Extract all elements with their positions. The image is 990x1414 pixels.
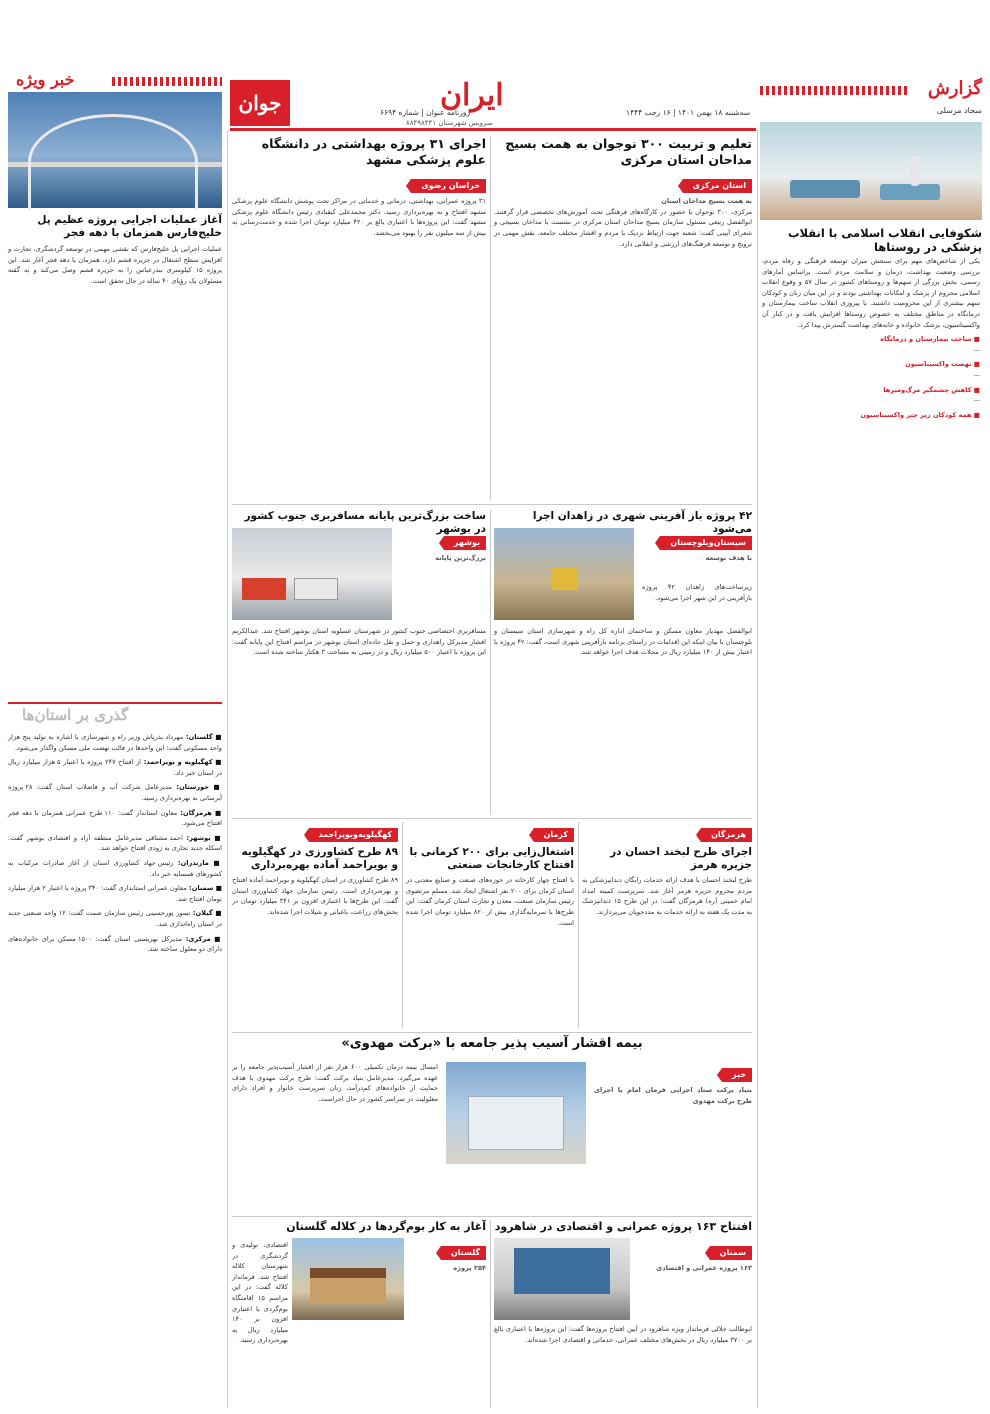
column-divider — [578, 822, 579, 1028]
article-side: بنیاد برکت ستاد اجرایی فرمان امام با اجرای طرح برکت مهدوی — [594, 1086, 752, 1105]
province-text: مهرداد بذرپاش وزیر راه و شهرسازی با اشاره به تولید پنج هزار واحد مسکونی گفت: این واحدها در قالب نهضت ملی مسکن واگذار می‌شود. — [8, 733, 222, 752]
article-headline: ۸۹ طرح کشاورزی در کهگیلویه و بویراحمد آماده بهره‌برداری — [241, 846, 398, 872]
province-name: ■ کهگیلویه و بویراحمد: — [141, 758, 223, 767]
column-divider — [490, 510, 491, 814]
report-headline: شکوفایی انقلاب اسلامی با انقلاب پزشکی در روستاها — [787, 226, 982, 255]
article-body: طرح لبخند احسان با هدف ارائه خدمات رایگان دندانپزشکی به مردم محروم جزیره هرمز آغاز شد. سرپرست کمیته امداد امام خمینی (ره) هرمزگان گفت: در این طرح ۱۵ دندانپزشک به مدت یک هفته به ارائه خدمات به مددجویان می‌پردازند. — [582, 876, 752, 917]
province-name: ■ هرمزگان: — [177, 808, 222, 817]
province-name: ■ گلستان: — [183, 733, 222, 741]
province-item — [8, 808, 222, 829]
article-headline: افتتاح ۱۶۳ پروژه عمرانی و اقتصادی در شاهرود — [494, 1220, 752, 1233]
report-sub3: ■ کاهش چشمگیر مرگ‌ومیرها — [883, 385, 980, 394]
province-item — [8, 732, 222, 753]
article-side: بزرگ‌ترین پایانه — [435, 554, 486, 562]
special-header-dots — [112, 77, 222, 86]
article-body: امسال بیمه درمان تکمیلی ۶۰۰ هزار نفر از اقشار آسیب‌پذیر جامعه را بر عهده می‌گیرد. مدیرعامل بنیاد برکت گفت: طرح برکت مهدوی با هدف حمایت از خانواده‌های کم‌درآمد، زنان سرپرست خانوار و افراد دارای معلولیت در سراسر کشور در حال اجراست. — [232, 1063, 438, 1103]
report-author: سجاد مرسلی — [936, 106, 982, 115]
report-sub2: ■ نهضت واکسیناسیون — [905, 360, 980, 369]
article-photo — [446, 1062, 586, 1164]
article-body: ۳۱ پروژه عمرانی، بهداشتی، درمانی و خدماتی در مراکز تحت پوشش دانشگاه علوم پزشکی مشهد افتتاح و به بهره‌برداری رسید. دکتر محمدعلی کیقبادی رئیس دانشگاه علوم پزشکی مشهد گفت: این پروژه‌ها با اعتباری بالغ بر ۴۲۰ میلیارد تومان اجرا شده و خدمت‌رسانی به بیش از سه میلیون نفر را بهبود می‌بخشد. — [232, 197, 486, 238]
bridge-arch-shape — [28, 114, 198, 210]
report-photo — [760, 122, 982, 220]
masthead-rule — [230, 128, 756, 131]
article-headline: ساخت بزرگ‌ترین پایانه مسافربری جنوب کشور در بوشهر — [244, 510, 486, 536]
article-body: ۸۹ طرح کشاورزی در استان کهگیلویه و بویراحمد آماده افتتاح و بهره‌برداری است. رئیس سازمان جهاد کشاورزی استان گفت: این طرح‌ها با اعتباری افزون بر ۳۴۱ میلیارد تومان در بخش‌های زراعت، باغبانی و شیلات اجرا شده‌اند. — [231, 876, 398, 917]
phone-number: ۸۸۴۹۸۴۴۱ — [406, 119, 437, 127]
province-name: ■ سمنان: — [186, 884, 222, 893]
article-tag: کرمان — [534, 828, 574, 842]
row-divider — [232, 1032, 752, 1033]
article-tag: خبر — [722, 1068, 752, 1082]
province-text: معاون استاندار گفت: ۱۱۰ طرح عمرانی همزمان با دهه فجر افتتاح می‌شود. — [8, 808, 222, 828]
row-divider — [232, 1216, 752, 1217]
report-header-dots — [760, 86, 910, 95]
report-header — [760, 78, 982, 104]
provinces-list — [8, 732, 222, 1408]
article-tag: هرمزگان — [701, 828, 752, 842]
article-side-text: اقتصادی، تولیدی و گردشگری در شهرستان کلاله افتتاح شد. فرماندار کلاله گفت: در این مراسم ۱۵ اقامتگاه بوم‌گردی با اعتباری افزون بر ۱۴۰ میلیارد ریال به بهره‌برداری رسید. — [232, 1241, 289, 1345]
article-sistan — [494, 510, 752, 814]
article-body: مسافربری اختصاصی جنوب کشور در شهرستان عسلویه استان بوشهر افتتاح شد. عبدالکریم افشار مدیرکل راهداری و حمل و نقل جاده‌ای استان بوشهر در مراسم افتتاح این پایانه گفت: این پروژه با اعتبار ۵۰۰ میلیارد ریال و در زمینی به مساحت ۳ هکتار ساخته شده است. — [232, 627, 486, 657]
column-divider — [490, 136, 491, 500]
iran-label: ایران — [440, 78, 504, 113]
province-text: از افتتاح ۲۴۷ پروژه با اعتبار ۵ هزار میلیارد ریال در استان خبر داد. — [8, 758, 222, 777]
article-kerman — [406, 822, 574, 1028]
provinces-section-title: گذری بر استان‌ها — [22, 706, 129, 724]
article-side: به همت بسیج مداحان استان — [661, 197, 752, 206]
province-item — [8, 782, 222, 803]
province-name: ■ خوزستان: — [171, 783, 222, 792]
article-tag: گلستان — [441, 1246, 486, 1260]
article-tag: سمنان — [710, 1246, 752, 1260]
article-headline: بیمه اقشار آسیب پذیر جامعه با «برکت مهدوی» — [341, 1036, 643, 1051]
province-name: ■ مرکزی: — [182, 934, 222, 943]
photo-ecolodge-shape — [310, 1268, 386, 1304]
photo-figure-shape — [910, 156, 920, 186]
column-divider — [227, 130, 228, 1408]
province-item — [8, 757, 222, 778]
column-divider — [757, 130, 758, 1408]
article-headline: اجرای طرح لبخند احسان در جزیره هرمز — [610, 846, 752, 872]
article-headline: ۴۲ پروژه باز آفرینی شهری در زاهدان اجرا می‌شود — [532, 510, 752, 536]
province-text: رئیس جهاد کشاورزی استان از آغاز صادرات مرکبات به کشورهای همسایه خبر داد. — [8, 858, 222, 878]
article-photo — [494, 1238, 630, 1320]
row-divider — [232, 504, 752, 505]
article-photo — [232, 528, 392, 620]
province-name: ■ گیلان: — [190, 909, 222, 918]
column-divider — [490, 1220, 491, 1408]
province-item — [8, 858, 222, 879]
article-hormozgan — [582, 822, 752, 1028]
article-body: ابوالفضل مهدیار معاون مسکن و ساختمان اداره کل راه و شهرسازی استان سیستان و بلوچستان با بیان اینکه این اقدامات در راستای برنامه بازآفرینی شهری است، گفت: ۴۲ پروژه با اعتبار بیش از ۱۴۰ میلیارد ریال در محلات هدف اجرا خواهد شد. — [494, 627, 752, 657]
article-body: مرکزی، ۳۰۰ نوجوان با حضور در کارگاه‌های فرهنگی تحت آموزش‌های تخصصی قرار گرفتند. ابوالفضل ربیعی مسئول سازمان بسیج مداحان استان مرکزی در نشست با مداحان بسیجی و شعرای آیینی گفت: شعبه جهت ارتباط نزدیک با مردم و اقشار مختلف جامعه، نقش مهمی در ترویج و توسعه فرهنگ‌های ارزشی و انقلابی دارد. — [494, 207, 752, 248]
province-name: ■ مازندران: — [173, 858, 222, 867]
province-item — [8, 883, 222, 904]
provinces-header — [8, 702, 222, 726]
article-photo — [292, 1238, 404, 1320]
column-divider — [402, 822, 403, 1028]
article-bushehr — [232, 510, 486, 814]
article-tag: سیستان‌وبلوچستان — [660, 536, 752, 550]
bridge-photo — [8, 92, 222, 208]
article-caption: زیرساخت‌های زاهدان ۴۲ پروژه بازآفرینی در این شهر اجرا می‌شود. — [642, 583, 752, 602]
report-sub1: ■ ساخت بیمارستان و درمانگاه — [880, 335, 980, 344]
province-item — [8, 908, 222, 929]
article-headline: اشتغال‌زایی برای ۲۰۰ کرمانی با افتتاح کارخانجات صنعتی — [409, 846, 574, 872]
article-markazi — [494, 136, 752, 500]
service-line: سرویس شهرستان ۸۸۴۹۸۴۴۱ — [406, 119, 493, 127]
article-side: ۱۶۳ پروژه عمرانی و اقتصادی — [656, 1264, 752, 1272]
article-side: ۲۵۴ پروژه — [453, 1264, 486, 1272]
special-body: عملیات اجرایی پل خلیج‌فارس که نقشی مهمی در توسعه گردشگری، تجارت و افزایش سطح اشتغال در جزیره قشم دارد، همزمان با دهه فجر آغاز شد. این پروژه ۱۵ کیلومتری بندرعباس را به جزیره قشم وصل می‌کند و به گفته مسئولان یک رؤیای ۴۰ ساله در حال تحقق است. — [8, 245, 222, 285]
photo-building-shape — [468, 1096, 564, 1150]
province-name: ■ بوشهر: — [182, 833, 222, 842]
special-header — [8, 70, 222, 92]
photo-screen-shape — [514, 1248, 610, 1294]
article-golestan — [232, 1220, 486, 1408]
article-photo — [494, 528, 634, 620]
article-tag: خراسان رضوی — [411, 179, 486, 193]
province-text: مدیرکل بهزیستی استان گفت: ۱۵۰۰ مسکن برای خانواده‌های دارای دو معلول ساخته شد. — [8, 934, 222, 954]
article-shahroud — [494, 1220, 752, 1408]
photo-bus-shape-2 — [294, 578, 338, 600]
article-headline: اجرای ۳۱ پروژه بهداشتی در دانشگاه علوم پزشکی مشهد — [261, 136, 486, 167]
article-side: با هدف توسعه — [705, 554, 752, 562]
report-section-title: گزارش — [927, 78, 982, 99]
special-headline: آغاز عملیات اجرایی پروژه عظیم پل خلیج‌فارس همزمان با دهه فجر — [37, 214, 222, 240]
article-headline: آغاز به کار بوم‌گردها در کلاله گلستان — [286, 1220, 486, 1233]
paper-line: روزنامه عنوان | شماره ۶۶۹۴ — [380, 108, 471, 117]
photo-excavator-shape — [552, 568, 578, 590]
photo-bed-shape-2 — [880, 184, 940, 200]
article-tag: استان مرکزی — [683, 179, 752, 193]
row-divider — [232, 818, 752, 819]
masthead — [230, 78, 756, 130]
province-item — [8, 833, 222, 854]
article-headline: تعلیم و تربیت ۳۰۰ نوجوان به همت بسیج مداحان استان مرکزی — [505, 136, 752, 167]
special-section-title: خبر ویژه — [16, 70, 75, 89]
province-text: مدیرعامل شرکت آب و فاضلاب استان گفت: ۲۸ پروژه آبرسانی به بهره‌برداری رسید. — [8, 783, 222, 802]
photo-bus-shape — [242, 578, 286, 600]
article-khorasan — [232, 136, 486, 500]
javan-logo: جوان — [230, 80, 290, 126]
report-sub4: ■ همه کودکان زیر چتر واکسیناسیون — [860, 410, 980, 419]
photo-bed-shape — [790, 180, 860, 198]
article-tag: کهگیلویه‌وبویراحمد — [309, 828, 398, 842]
article-tag: بوشهر — [444, 536, 486, 550]
article-body: با افتتاح چهار کارخانه در حوزه‌های صنعت و صنایع معدنی در استان کرمان برای ۲۰۰ نفر اشتغال ایجاد شد. مسلم مرتضوی رئیس سازمان صنعت، معدن و تجارت استان کرمان گفت: این طرح‌ها با سرمایه‌گذاری بیش از ۸۲۰ میلیارد تومان اجرا شده است. — [406, 876, 574, 927]
date-line: سه‌شنبه ۱۸ بهمن ۱۴۰۱ | ۱۶ رجب ۱۴۴۴ — [626, 108, 750, 117]
province-item — [8, 934, 222, 955]
province-text: احمد مشتاقی مدیرعامل منطقه آزاد و اقتصادی بوشهر گفت: اسکله جدید تجاری به زودی افتتاح خواهد شد. — [8, 833, 222, 853]
article-barakat — [232, 1036, 752, 1212]
article-kohgiluyeh — [232, 822, 398, 1028]
province-text: تیمور پورحسینی رئیس سازمان صمت گفت: ۱۲ واحد صنعتی جدید در استان راه‌اندازی شد. — [8, 909, 222, 928]
article-body: ابوطالب جلالی فرماندار ویژه شاهرود در آیین افتتاح پروژه‌ها گفت: این پروژه‌ها با اعتباری بالغ بر ۳۷۰۰ میلیارد ریال در بخش‌های مختلف عمرانی، خدماتی و اقتصادی اجرا شده‌اند. — [494, 1325, 752, 1344]
province-text: معاون عمرانی استانداری گفت: ۳۴۰ پروژه با اعتبار ۲ هزار میلیارد تومان افتتاح شد. — [8, 884, 222, 903]
report-body: یکی از شاخص‌های مهم برای سنجش میزان توسعه فرهنگی و رفاه مردم، بررسی وضعیت بهداشت، درمان و سلامت مردم است. براساس آمارهای رسمی، بخش بزرگی از سهم‌ها و روستاهای کشور در سال ۵۷ و وقوع انقلاب اسلامی محروم از پزشک و امکانات بهداشتی بودند و در این میان زنان و کودکان سهم بیشتری از این محرومیت داشتند. با پیروزی انقلاب ساخت بیمارستان و درمانگاه در مناطق مختلف به خصوص روستاها افزایش یافت و در کنار آن واکسیناسیون، پزشک خانواده و خانه‌های بهداشت گسترش پیدا کرد. ■ ساخت بیمارستان و درمانگاه — ■ نهضت واکسیناسیون — ■ کاهش چشمگیر مرگ‌ومیرها — ■ همه کودکان زیر چتر واکسیناسیون — [762, 257, 980, 419]
